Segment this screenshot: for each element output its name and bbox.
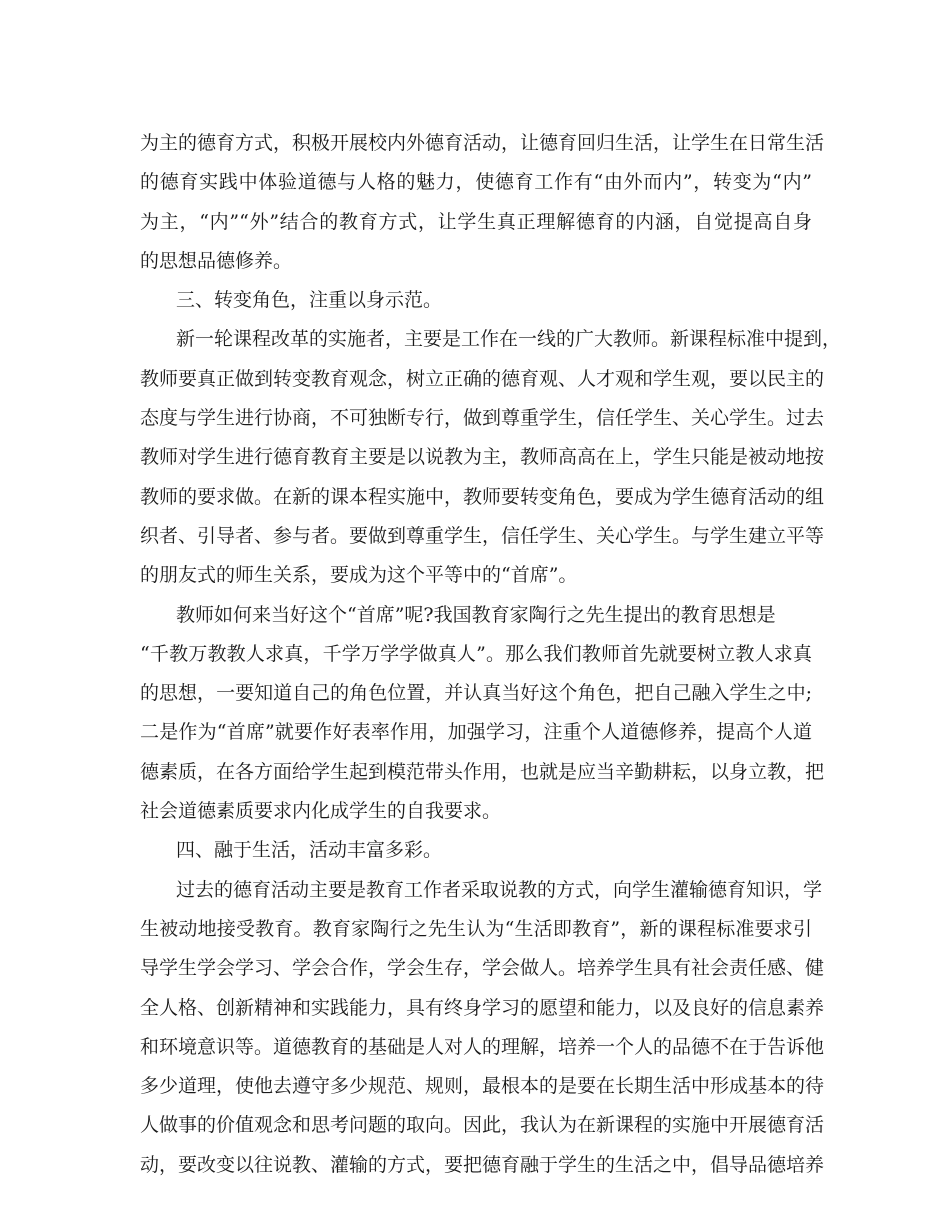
body-line: 的思想，一要知道自己的角色位置，并认真当好这个角色，把自己融入学生之中; <box>140 682 812 705</box>
body-line: 织者、引导者、参与者。要做到尊重学生，信任学生、关心学生。与学生建立平等 <box>140 524 825 547</box>
document-body <box>140 124 842 1185</box>
body-line: 的思想品德修养。 <box>140 249 293 272</box>
body-line: 人做事的价值观念和思考问题的取向。因此，我认为在新课程的实施中开展德育活 <box>140 1114 825 1137</box>
body-line: 为主，“内”“外”结合的教育方式，让学生真正理解德育的内涵，自觉提高自身 <box>140 210 812 233</box>
body-line: 和环境意识等。道德教育的基础是人对人的理解，培养一个人的品德不在于告诉他 <box>140 1035 825 1058</box>
body-line: 生被动地接受教育。教育家陶行之先生认为“生活即教育”，新的课程标准要求引 <box>140 917 812 940</box>
section-heading: 三、转变角色，注重以身示范。 <box>176 289 443 312</box>
body-line: 社会道德素质要求内化成学生的自我要求。 <box>140 800 502 823</box>
body-line: 教师如何来当好这个“首席”呢?我国教育家陶行之先生提出的教育思想是 <box>176 603 776 626</box>
body-line: 为主的德育方式，积极开展校内外德育活动，让德育回归生活，让学生在日常生活 <box>140 132 825 154</box>
body-line: “千教万教教人求真，千学万学学做真人”。那么我们教师首先就要树立教人求真 <box>140 642 812 665</box>
body-line: 态度与学生进行协商，不可独断专行，做到尊重学生，信任学生、关心学生。过去 <box>140 407 825 430</box>
body-line: 新一轮课程改革的实施者，主要是工作在一线的广大教师。新课程标准中提到， <box>176 328 842 351</box>
section-heading: 四、融于生活，活动丰富多彩。 <box>176 839 443 862</box>
body-line: 教师要真正做到转变教育观念，树立正确的德育观、人才观和学生观，要以民主的 <box>140 367 825 390</box>
body-line: 全人格、创新精神和实践能力，具有终身学习的愿望和能力，以及良好的信息素养 <box>140 996 825 1019</box>
body-line: 过去的德育活动主要是教育工作者采取说教的方式，向学生灌输德育知识，学 <box>176 878 823 901</box>
body-line: 的德育实践中体验道德与人格的魅力，使德育工作有“由外而内”，转变为“内” <box>140 171 812 194</box>
body-line: 多少道理，使他去遵守多少规范、规则，最根本的是要在长期生活中形成基本的待 <box>140 1075 825 1098</box>
body-line: 德素质，在各方面给学生起到模范带头作用，也就是应当辛勤耕耘，以身立教，把 <box>140 760 825 783</box>
body-line: 的朋友式的师生关系，要成为这个平等中的“首席”。 <box>140 564 578 587</box>
body-line: 动，要改变以往说教、灌输的方式，要把德育融于学生的生活之中，倡导品德培养 <box>140 1153 825 1176</box>
body-line: 导学生学会学习、学会合作，学会生存，学会做人。培养学生具有社会责任感、健 <box>140 957 825 980</box>
body-line: 二是作为“首席”就要作好表率作用，加强学习，注重个人道德修养，提高个人道 <box>140 721 812 744</box>
body-line: 教师的要求做。在新的课本程实施中，教师要转变角色，要成为学生德育活动的组 <box>140 485 825 508</box>
body-line: 教师对学生进行德育教育主要是以说教为主，教师高高在上，学生只能是被动地按 <box>140 446 825 469</box>
